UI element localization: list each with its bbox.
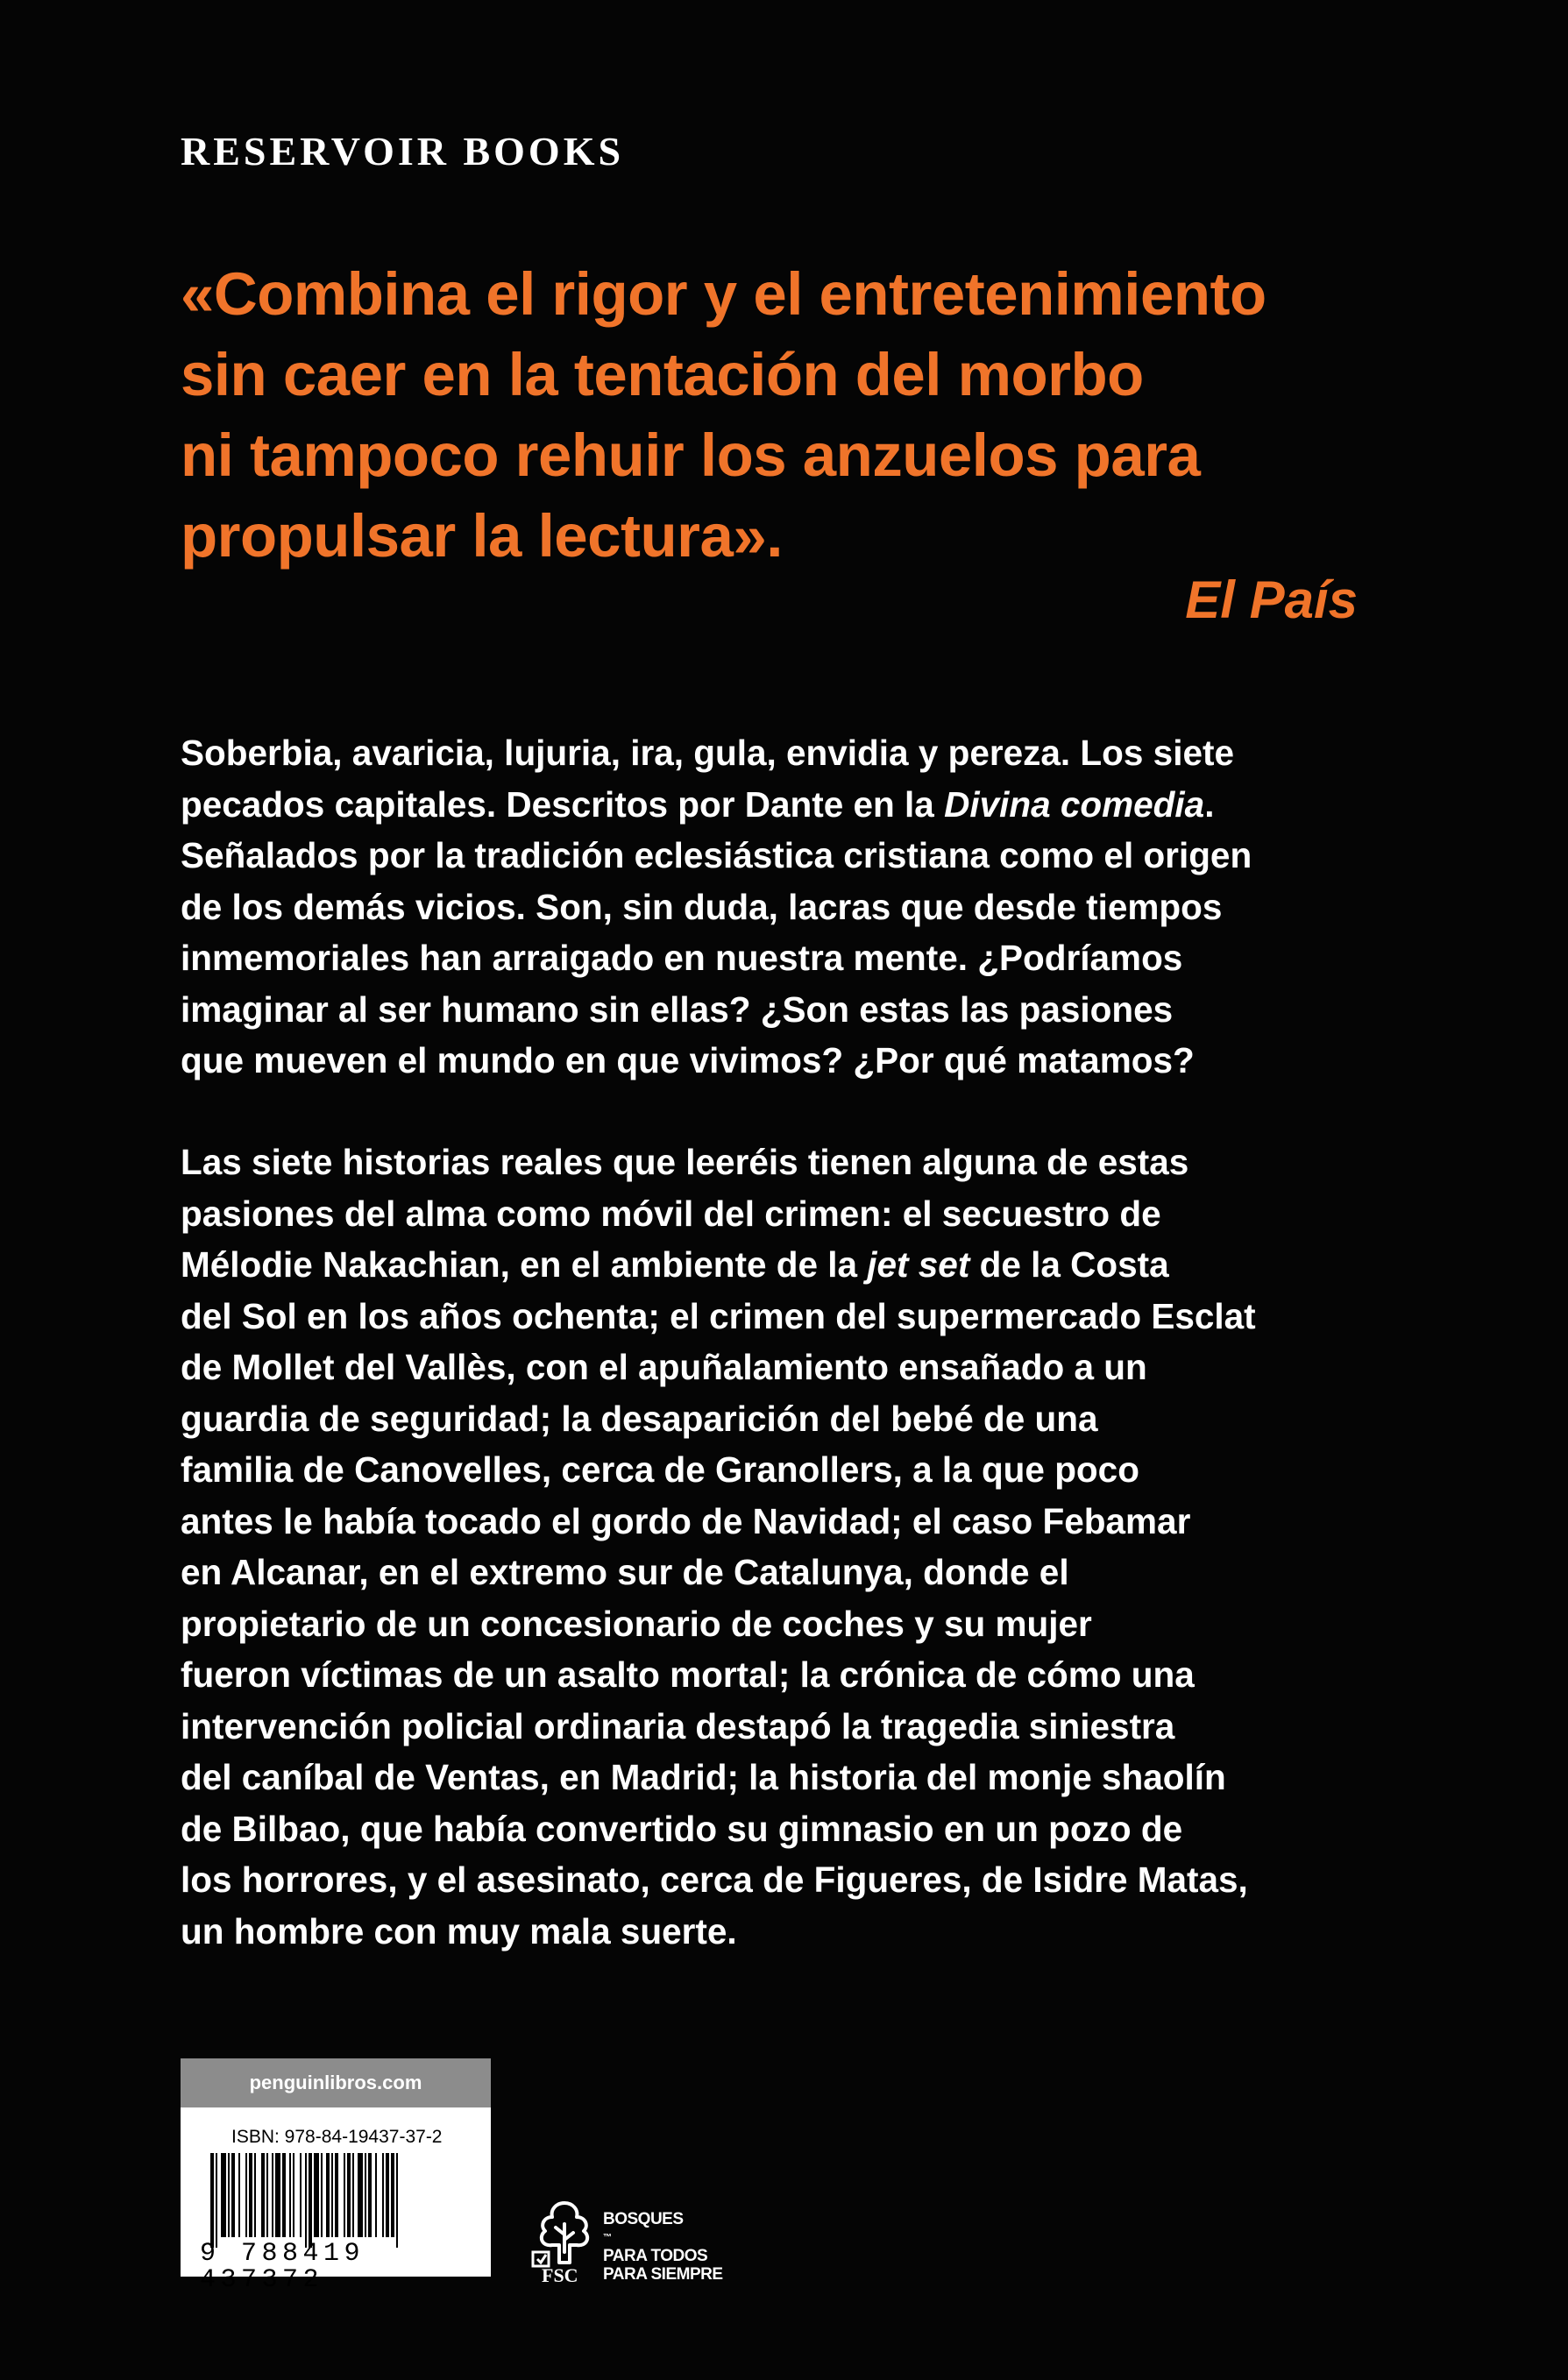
barcode-bar — [293, 2153, 294, 2237]
text-line: del caníbal de Ventas, en Madrid; la historia del monje shaolín — [181, 1757, 1226, 1797]
barcode-bar — [382, 2153, 384, 2237]
barcode-bar — [300, 2153, 302, 2237]
fsc-line-text: BOSQUES — [603, 2210, 684, 2228]
barcode-bar — [238, 2153, 240, 2237]
fsc-logo — [529, 2198, 766, 2294]
text-line: guardia de seguridad; la desaparición del bebé de una — [181, 1398, 1098, 1439]
barcode-bar — [358, 2153, 363, 2237]
text-line: fueron víctimas de un asalto mortal; la crónica de cómo una — [181, 1654, 1195, 1695]
fsc-slogan — [603, 2210, 723, 2284]
fsc-line: PARA SIEMPRE — [603, 2265, 723, 2284]
text-line: intervención policial ordinaria destapó la tragedia siniestra — [181, 1705, 1175, 1746]
barcode-box — [181, 2058, 491, 2295]
review-quote — [181, 254, 1408, 577]
jet-set-italic: jet set — [867, 1244, 970, 1285]
text-line: de los demás vicios. Son, sin duda, lacras que desde tiempos — [181, 886, 1223, 927]
barcode-bar — [231, 2153, 235, 2237]
barcode-bar — [368, 2153, 372, 2237]
barcode-bar — [245, 2153, 247, 2237]
text-line: familia de Canovelles, cerca de Granollers, a la que poco — [181, 1449, 1139, 1490]
fsc-tree-icon — [529, 2198, 600, 2268]
barcode-bar — [266, 2153, 268, 2237]
barcode-bar — [249, 2153, 252, 2237]
text-line: los horrores, y el asesinato, cerca de Figueres, de Isidre Matas, — [181, 1859, 1248, 1900]
quote-source: El País — [1185, 570, 1358, 629]
text-line: de Bilbao, que había convertido su gimnasio en un pozo de — [181, 1808, 1183, 1849]
barcode-bar — [352, 2153, 354, 2237]
barcode-bar — [375, 2153, 377, 2237]
barcode-digits: 9 788419 437372 — [200, 2239, 365, 2295]
website-band — [181, 2058, 491, 2107]
barcode-bar — [282, 2153, 286, 2237]
barcode-bar — [254, 2153, 256, 2237]
barcode-bar — [221, 2153, 226, 2237]
barcode-bar — [326, 2153, 330, 2237]
barcode-bar — [228, 2153, 230, 2237]
text-line: antes le había tocado el gordo de Navidad; el caso Febamar — [181, 1500, 1191, 1541]
text-line: pasiones del alma como móvil del crimen: el secuestro de — [181, 1193, 1161, 1234]
barcode-bar — [210, 2153, 214, 2248]
website-label: penguinlibros.com — [249, 2072, 422, 2093]
barcode-bar — [289, 2153, 291, 2237]
barcode-bar — [391, 2153, 394, 2237]
book-title-italic: Divina comedia — [944, 783, 1205, 825]
text-line — [181, 779, 1408, 831]
barcode-bar — [321, 2153, 323, 2237]
quote-line: «Combina el rigor y el entretenimiento — [181, 260, 1266, 328]
barcode-bar — [335, 2153, 338, 2237]
text-run: . — [1204, 783, 1215, 825]
publisher-name: RESERVOIR BOOKS — [181, 129, 625, 174]
quote-line: propulsar la lectura». — [181, 502, 783, 570]
trademark-mark: ™ — [603, 2233, 612, 2242]
text-line: un hombre con muy mala suerte. — [181, 1910, 737, 1951]
quote-line: sin caer en la tentación del morbo — [181, 341, 1144, 408]
barcode-bar — [344, 2153, 345, 2237]
text-run: de la Costa — [969, 1244, 1169, 1285]
fsc-line — [603, 2210, 723, 2247]
text-line: Las siete historias reales que leeréis tienen alguna de estas — [181, 1142, 1189, 1182]
barcode-bar — [272, 2153, 273, 2237]
barcode-bar — [261, 2153, 265, 2237]
barcode-bar — [331, 2153, 333, 2237]
text-line: Señalados por la tradición eclesiástica cristiana como el origen — [181, 835, 1252, 875]
text-line: inmemoriales han arraigado en nuestra mente. ¿Podríamos — [181, 938, 1183, 978]
isbn-label: ISBN: 978-84-19437-37-2 — [231, 2127, 443, 2147]
barcode-bar — [347, 2153, 351, 2237]
text-run: pecados capitales. Descritos por Dante en la — [181, 783, 945, 825]
text-line: Soberbia, avaricia, lujuria, ira, gula, envidia y pereza. Los siete — [181, 733, 1234, 773]
barcode-bar — [396, 2153, 398, 2248]
text-run: Mélodie Nakachian, en el ambiente de la — [181, 1244, 868, 1285]
barcode-icon — [207, 2153, 470, 2249]
synopsis-paragraph-2 — [181, 1137, 1408, 1957]
barcode-bar — [275, 2153, 280, 2237]
barcode-bar — [365, 2153, 366, 2237]
barcode-bar — [216, 2153, 217, 2248]
text-line — [181, 1239, 1408, 1291]
fsc-line: PARA TODOS — [603, 2247, 708, 2265]
text-line: de Mollet del Vallès, con el apuñalamiento ensañado a un — [181, 1347, 1147, 1387]
text-line: del Sol en los años ochenta; el crimen del supermercado Esclat — [181, 1295, 1256, 1336]
text-line: propietario de un concesionario de coches y su mujer — [181, 1603, 1092, 1644]
barcode-bar — [386, 2153, 389, 2237]
text-line: que mueven el mundo en que vivimos? ¿Por qué matamos? — [181, 1040, 1195, 1080]
barcode-bar — [305, 2153, 307, 2248]
text-line: imaginar al ser humano sin ellas? ¿Son estas las pasiones — [181, 988, 1174, 1030]
barcode-bar — [309, 2153, 312, 2248]
text-line: en Alcanar, en el extremo sur de Catalunya, donde el — [181, 1552, 1069, 1592]
synopsis-paragraph-1 — [181, 727, 1408, 1087]
fsc-label: FSC — [542, 2264, 578, 2286]
quote-line: ni tampoco rehuir los anzuelos para — [181, 421, 1201, 489]
barcode-bar — [314, 2153, 319, 2237]
